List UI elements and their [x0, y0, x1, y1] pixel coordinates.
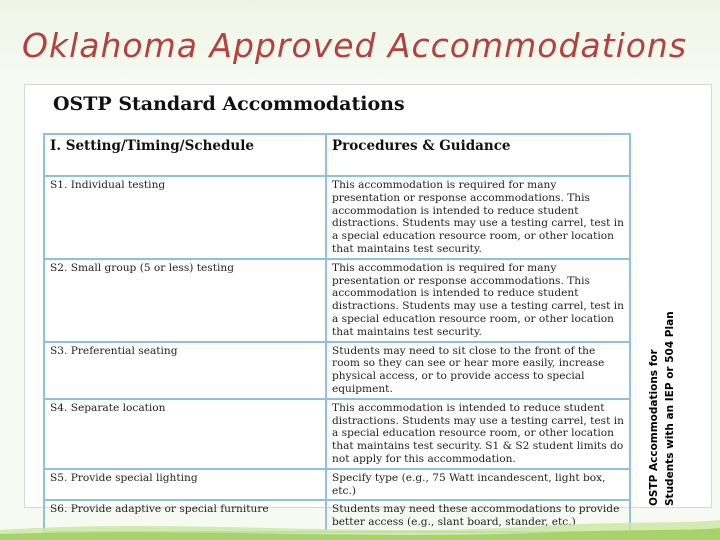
- guidance-cell: This accommodation is required for many presentation or response accommodations. This accommodation is intended to reduce student distractions. Students may use a testing carrel, test in a special education resource room, or other location that maintains test security.: [326, 259, 630, 342]
- side-label: [646, 282, 678, 506]
- side-label-line1: OSTP Accommodations for: [648, 349, 660, 506]
- decorative-wave: [0, 500, 720, 540]
- header-guidance: Procedures & Guidance: [326, 134, 630, 176]
- side-label-box: [638, 282, 686, 506]
- accommodation-cell: S6. Provide adaptive or special furniture: [44, 500, 326, 532]
- table-row: [44, 259, 630, 342]
- accommodation-cell: S1. Individual testing: [44, 176, 326, 259]
- guidance-cell: This accommodation is required for many presentation or response accommodations. This accommodation is intended to reduce student distractions. Students may use a testing carrel, test in a special education resource room, or other location that maintains test security.: [326, 176, 630, 259]
- table-row: [44, 342, 630, 399]
- table-row: [44, 399, 630, 469]
- header-setting: I. Setting/Timing/Schedule: [44, 134, 326, 176]
- accommodations-table: [43, 133, 631, 533]
- side-label-line2: Students with an IEP or 504 Plan: [664, 311, 676, 506]
- table-header-row: [44, 134, 630, 176]
- accommodation-cell: S5. Provide special lighting: [44, 469, 326, 501]
- table-row: [44, 469, 630, 501]
- document-image: [24, 84, 712, 529]
- document-heading: OSTP Standard Accommodations: [53, 93, 405, 115]
- guidance-cell: Specify type (e.g., 75 Watt incandescent, light box, etc.): [326, 469, 630, 501]
- table-row: [44, 176, 630, 259]
- accommodation-cell: S4. Separate location: [44, 399, 326, 469]
- accommodation-cell: S2. Small group (5 or less) testing: [44, 259, 326, 342]
- guidance-cell: This accommodation is intended to reduce student distractions. Students may use a testing carrel, test in a special education resource room, or other location that maintains test security. S1 & S2 student limits do not apply for this accommodation.: [326, 399, 630, 469]
- accommodation-cell: S3. Preferential seating: [44, 342, 326, 399]
- guidance-cell: Students may need to sit close to the front of the room so they can see or hear more easily, increase physical access, or to provide access to special equipment.: [326, 342, 630, 399]
- guidance-cell: Students may need these accommodations to provide better access (e.g., slant board, stander, etc.): [326, 500, 630, 532]
- slide-title: Oklahoma Approved Accommodations: [22, 26, 688, 65]
